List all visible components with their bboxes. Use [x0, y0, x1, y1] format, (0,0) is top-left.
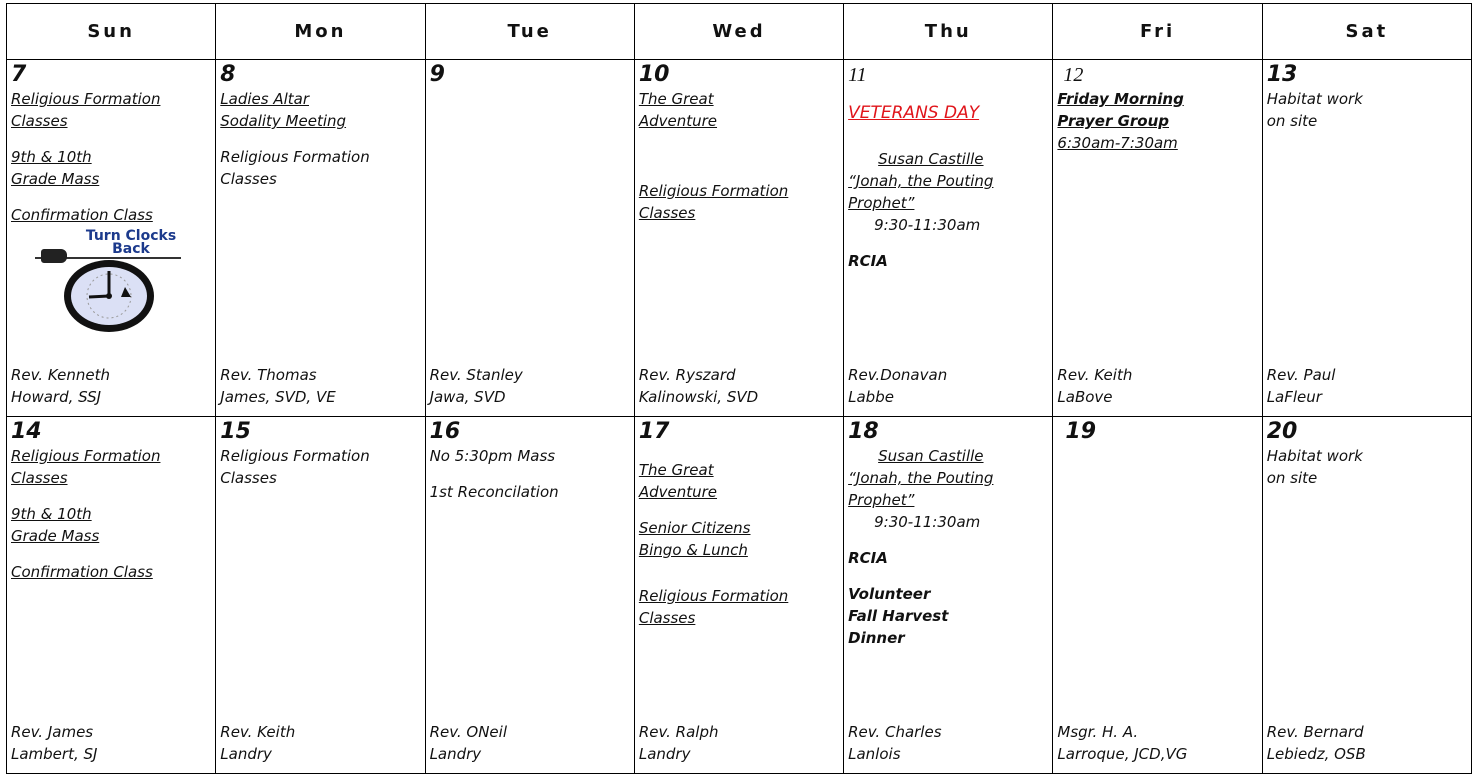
event-great-adventure[interactable]: The Great — [638, 461, 714, 479]
weekday-header-row — [7, 4, 1472, 60]
day-cell-11[interactable] — [844, 60, 1053, 417]
event-great-adventure[interactable]: The Great — [638, 90, 714, 108]
celebrant: Rev. Bernard Lebiedz, OSB — [1266, 723, 1366, 763]
calendar — [6, 3, 1472, 773]
day-number: 11 — [848, 64, 867, 86]
day-number: 15 — [220, 419, 251, 444]
event-great-adventure-cont[interactable]: Adventure — [638, 483, 718, 501]
header-tue: Tue — [425, 4, 634, 60]
event-religious-formation[interactable]: Religious Formation — [11, 90, 161, 108]
day-cell-8[interactable] — [216, 60, 425, 417]
day-number: 9 — [429, 62, 445, 87]
day-cell-13[interactable] — [1262, 60, 1471, 417]
day-number: 12 — [1063, 64, 1084, 86]
event-ladies-altar[interactable]: Ladies Altar — [220, 90, 309, 108]
celebrant: Rev. Ralph Landry — [638, 723, 719, 763]
event-volunteer-dinner-cont2: Dinner — [848, 629, 905, 647]
event-title[interactable]: “Jonah, the Pouting — [848, 172, 994, 190]
event-rcia: RCIA — [848, 252, 888, 270]
day-number: 20 — [1266, 419, 1298, 444]
turn-clocks-back-image — [35, 230, 185, 334]
header-wed: Wed — [634, 4, 843, 60]
event-time: 9:30-11:30am — [874, 513, 981, 531]
day-cell-16[interactable] — [425, 417, 634, 774]
event-speaker[interactable]: Susan Castille — [878, 150, 984, 168]
event-grade-mass-cont[interactable]: Grade Mass — [11, 527, 100, 545]
day-number: 13 — [1266, 62, 1298, 87]
event-volunteer-dinner-cont: Fall Harvest — [848, 607, 949, 625]
celebrant: Rev. Thomas James, SVD, VE — [220, 366, 336, 406]
header-thu: Thu — [844, 4, 1053, 60]
week-row-2 — [7, 417, 1472, 774]
day-cell-10[interactable] — [634, 60, 843, 417]
event-religious-formation: Religious Formation — [220, 447, 370, 465]
event-reconciliation: 1st Reconcilation — [429, 483, 559, 501]
celebrant: Msgr. H. A. Larroque, JCD,VG — [1057, 723, 1188, 763]
day-cell-20[interactable] — [1262, 417, 1471, 774]
event-religious-formation[interactable]: Religious Formation — [638, 587, 789, 605]
event-friday-prayer-group[interactable]: Friday Morning — [1057, 90, 1184, 108]
celebrant: Rev. Keith LaBove — [1057, 366, 1133, 406]
clock-banner-text: Turn Clocks Back — [85, 228, 177, 257]
event-grade-mass-cont[interactable]: Grade Mass — [11, 170, 100, 188]
event-rcia: RCIA — [848, 549, 888, 567]
veterans-day-link[interactable]: VETERANS DAY — [848, 103, 980, 123]
header-sat: Sat — [1262, 4, 1471, 60]
celebrant: Rev. Charles Lanlois — [848, 723, 942, 763]
event-senior-citizens-cont[interactable]: Bingo & Lunch — [638, 541, 748, 559]
event-title[interactable]: “Jonah, the Pouting — [848, 469, 994, 487]
header-fri: Fri — [1053, 4, 1262, 60]
event-time: 9:30-11:30am — [874, 216, 981, 234]
event-religious-formation-cont[interactable]: Classes — [638, 609, 696, 627]
day-cell-7[interactable] — [7, 60, 216, 417]
event-habitat-work-cont: on site — [1266, 469, 1318, 487]
header-sun: Sun — [7, 4, 216, 60]
day-cell-18[interactable] — [844, 417, 1053, 774]
event-religious-formation-cont: Classes — [220, 170, 277, 188]
calendar-grid — [6, 3, 1472, 774]
day-number: 16 — [429, 419, 461, 444]
day-cell-15[interactable] — [216, 417, 425, 774]
event-grade-mass[interactable]: 9th & 10th — [11, 505, 92, 523]
event-great-adventure-cont[interactable]: Adventure — [638, 112, 718, 130]
day-number: 14 — [11, 419, 42, 444]
day-cell-14[interactable] — [7, 417, 216, 774]
celebrant: Rev. Paul LaFleur — [1266, 366, 1336, 406]
event-friday-prayer-group-cont[interactable]: Prayer Group — [1057, 112, 1169, 130]
event-religious-formation-cont: Classes — [220, 469, 277, 487]
day-number: 17 — [638, 419, 670, 444]
header-mon: Mon — [216, 4, 425, 60]
event-habitat-work: Habitat work — [1266, 90, 1363, 108]
day-cell-17[interactable] — [634, 417, 843, 774]
celebrant: Rev.Donavan Labbe — [848, 366, 948, 406]
event-religious-formation-cont[interactable]: Classes — [11, 112, 68, 130]
event-friday-prayer-time[interactable]: 6:30am-7:30am — [1057, 134, 1178, 152]
day-number: 8 — [220, 62, 236, 87]
event-title-cont[interactable]: Prophet” — [848, 491, 915, 509]
clock-icon — [59, 257, 159, 335]
celebrant: Rev. Ryszard Kalinowski, SVD — [638, 366, 759, 406]
celebrant: Rev. Keith Landry — [220, 723, 296, 763]
event-speaker[interactable]: Susan Castille — [878, 447, 984, 465]
event-grade-mass[interactable]: 9th & 10th — [11, 148, 92, 166]
event-religious-formation-cont[interactable]: Classes — [638, 204, 696, 222]
event-ladies-altar-cont[interactable]: Sodality Meeting — [220, 112, 347, 130]
week-row-1 — [7, 60, 1472, 417]
event-habitat-work-cont: on site — [1266, 112, 1318, 130]
event-no-mass: No 5:30pm Mass — [429, 447, 556, 465]
event-religious-formation[interactable]: Religious Formation — [11, 447, 161, 465]
event-confirmation-class[interactable]: Confirmation Class — [11, 206, 153, 224]
celebrant: Rev. Stanley Jawa, SVD — [429, 366, 523, 406]
event-religious-formation: Religious Formation — [220, 148, 370, 166]
day-number: 19 — [1065, 419, 1097, 444]
event-senior-citizens[interactable]: Senior Citizens — [638, 519, 751, 537]
event-volunteer-dinner: Volunteer — [848, 585, 931, 603]
day-cell-9[interactable] — [425, 60, 634, 417]
day-number: 18 — [848, 419, 879, 444]
day-cell-19[interactable] — [1053, 417, 1262, 774]
celebrant: Rev. Kenneth Howard, SSJ — [11, 366, 111, 406]
event-religious-formation-cont[interactable]: Classes — [11, 469, 68, 487]
celebrant: Rev. James Lambert, SJ — [11, 723, 98, 763]
event-confirmation-class[interactable]: Confirmation Class — [11, 563, 153, 581]
day-cell-12[interactable] — [1053, 60, 1262, 417]
event-habitat-work: Habitat work — [1266, 447, 1363, 465]
celebrant: Rev. ONeil Landry — [429, 723, 507, 763]
event-title-cont[interactable]: Prophet” — [848, 194, 915, 212]
event-religious-formation[interactable]: Religious Formation — [638, 182, 789, 200]
day-number: 10 — [638, 62, 670, 87]
day-number: 7 — [11, 62, 27, 87]
